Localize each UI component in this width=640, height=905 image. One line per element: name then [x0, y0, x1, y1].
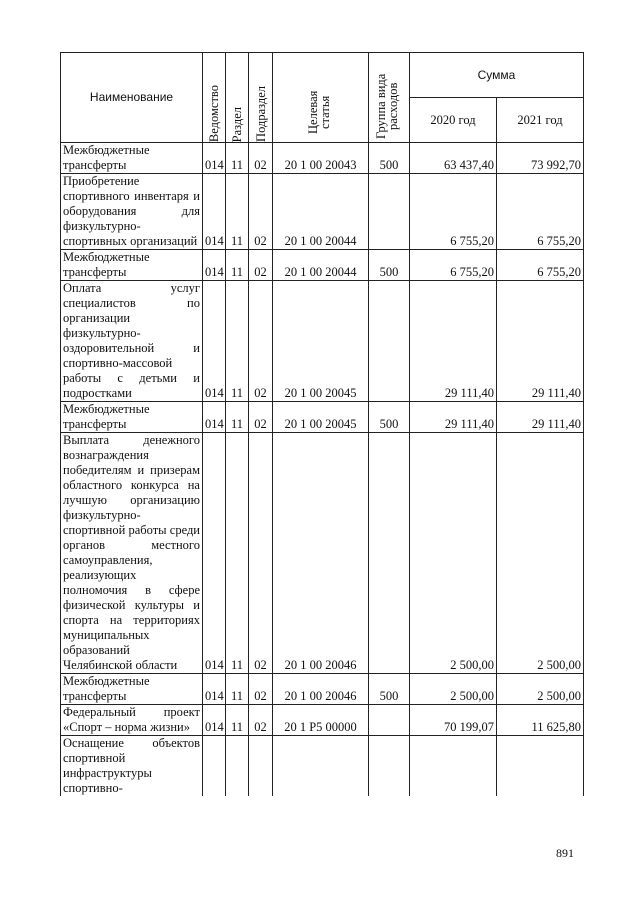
row-ved: [203, 736, 226, 797]
row-cel: 20 1 00 20046: [273, 433, 369, 674]
row-ved: 014: [203, 250, 226, 281]
row-cel: 20 1 00 20044: [273, 250, 369, 281]
row-cel: 20 1 00 20044: [273, 174, 369, 250]
row-grp: [369, 433, 410, 674]
row-2021: 6 755,20: [497, 174, 584, 250]
row-2020: 6 755,20: [410, 174, 497, 250]
row-2021: 6 755,20: [497, 250, 584, 281]
row-name: Оснащение объектов спортивной инфраструктуры спортивно-: [61, 736, 203, 797]
row-2020: 6 755,20: [410, 250, 497, 281]
row-2020: 29 111,40: [410, 402, 497, 433]
row-name: Межбюджетные трансферты: [61, 250, 203, 281]
row-ved: 014: [203, 674, 226, 705]
row-ved: 014: [203, 402, 226, 433]
row-podr: 02: [249, 433, 273, 674]
header-podrazdel: Подраздел: [249, 53, 273, 143]
row-ved: 014: [203, 433, 226, 674]
table-row: [61, 674, 584, 705]
row-2021: 73 992,70: [497, 143, 584, 174]
row-2021: 29 111,40: [497, 402, 584, 433]
row-podr: 02: [249, 402, 273, 433]
row-ved: 014: [203, 281, 226, 402]
row-2020: 70 199,07: [410, 705, 497, 736]
row-razd: [226, 736, 249, 797]
row-grp: [369, 736, 410, 797]
row-grp: [369, 174, 410, 250]
row-podr: [249, 736, 273, 797]
row-razd: 11: [226, 433, 249, 674]
row-ved: 014: [203, 174, 226, 250]
row-2021: [497, 736, 584, 797]
table-row: [61, 705, 584, 736]
row-grp: [369, 281, 410, 402]
row-grp: 500: [369, 250, 410, 281]
row-2020: 29 111,40: [410, 281, 497, 402]
table-row: [61, 281, 584, 402]
row-grp: 500: [369, 674, 410, 705]
row-2020: 2 500,00: [410, 674, 497, 705]
row-grp: 500: [369, 402, 410, 433]
table-row: [61, 174, 584, 250]
row-2021: 2 500,00: [497, 674, 584, 705]
header-razdel: Раздел: [226, 53, 249, 143]
row-grp: 500: [369, 143, 410, 174]
row-podr: 02: [249, 705, 273, 736]
header-year-2020: 2020 год: [410, 98, 497, 143]
budget-table: [60, 52, 584, 796]
row-razd: 11: [226, 674, 249, 705]
row-cel: [273, 736, 369, 797]
row-ved: 014: [203, 143, 226, 174]
table-row: [61, 433, 584, 674]
row-razd: 11: [226, 143, 249, 174]
table-row: [61, 402, 584, 433]
row-razd: 11: [226, 250, 249, 281]
row-name: Оплата услуг специалистов по организации физкультурно-оздоровительной и спортивно-массовой работы с детьми и подростками: [61, 281, 203, 402]
row-podr: 02: [249, 281, 273, 402]
header-row: [61, 53, 584, 98]
row-razd: 11: [226, 281, 249, 402]
row-2020: [410, 736, 497, 797]
row-cel: 20 1 00 20045: [273, 402, 369, 433]
header-gruppa: Группа вида расходов: [369, 53, 410, 143]
row-name: Межбюджетные трансферты: [61, 674, 203, 705]
row-podr: 02: [249, 674, 273, 705]
row-podr: 02: [249, 143, 273, 174]
row-name: Приобретение спортивного инвентаря и оборудования для физкультурно-спортивных организаций: [61, 174, 203, 250]
row-2021: 2 500,00: [497, 433, 584, 674]
page-number: 891: [556, 846, 574, 860]
header-name: Наименование: [61, 53, 203, 143]
row-name: Межбюджетные трансферты: [61, 143, 203, 174]
row-2020: 63 437,40: [410, 143, 497, 174]
row-ved: 014: [203, 705, 226, 736]
row-cel: 20 1 00 20045: [273, 281, 369, 402]
row-2020: 2 500,00: [410, 433, 497, 674]
row-razd: 11: [226, 705, 249, 736]
header-celevaya: Целевая статья: [273, 53, 369, 143]
row-name: Федеральный проект «Спорт – норма жизни»: [61, 705, 203, 736]
row-name: Выплата денежного вознаграждения победителям и призерам областного конкурса на лучшую организацию физкультурно-спортивной работы среди органов местного самоуправления, реализующих полномочия в сфере физической культуры и спорта на территориях муниципальных образований Челябинской области: [61, 433, 203, 674]
row-razd: 11: [226, 402, 249, 433]
header-year-2021: 2021 год: [497, 98, 584, 143]
row-cel: 20 1 00 20043: [273, 143, 369, 174]
row-2021: 11 625,80: [497, 705, 584, 736]
row-razd: 11: [226, 174, 249, 250]
row-cel: 20 1 00 20046: [273, 674, 369, 705]
row-podr: 02: [249, 250, 273, 281]
header-summa: Сумма: [410, 53, 584, 98]
row-2021: 29 111,40: [497, 281, 584, 402]
row-cel: 20 1 P5 00000: [273, 705, 369, 736]
table-row: [61, 143, 584, 174]
row-podr: 02: [249, 174, 273, 250]
header-vedomstvo: Ведомство: [203, 53, 226, 143]
row-name: Межбюджетные трансферты: [61, 402, 203, 433]
table-row: [61, 250, 584, 281]
table-row: [61, 736, 584, 797]
row-grp: [369, 705, 410, 736]
